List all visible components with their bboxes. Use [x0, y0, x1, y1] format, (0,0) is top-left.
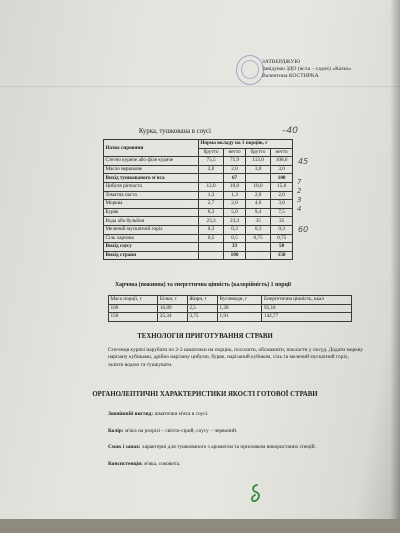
nutr-header: Жири, г	[187, 296, 217, 305]
amount-cell: 9,4	[245, 208, 270, 217]
amount-cell: 4,0	[245, 200, 270, 209]
taste-line: Смак і запах: характерні для тушкованого з ароматом та присмаком використаних спецій.	[108, 444, 317, 450]
page-shadow	[390, 0, 400, 533]
amount-cell: 67	[224, 174, 246, 183]
amount-cell: 100	[224, 251, 246, 260]
amount-cell: 7,5	[271, 208, 293, 217]
amount-cell: 0,3	[224, 225, 246, 234]
nutrition-title: Харчова (поживна) та енергетична цінність (калорійність) 1 порції	[114, 282, 292, 288]
amount-cell: 0,3	[271, 225, 293, 234]
amount-cell: 12,0	[198, 182, 223, 191]
nutrition-table	[108, 295, 352, 322]
ingredient-name: Стегно куряче або філе куряче	[104, 157, 199, 166]
ingredient-name: Томатна паста	[104, 191, 199, 200]
amount-cell: 23,3	[198, 217, 223, 226]
recipe-row	[104, 217, 293, 226]
recipe-row	[104, 182, 293, 191]
amount-cell: 2,7	[198, 200, 223, 209]
amount-cell	[245, 251, 270, 260]
amount-cell: 3,0	[271, 165, 293, 174]
ingredient-name: Сіль харчова	[104, 234, 199, 243]
amount-cell: 0,75	[271, 234, 293, 243]
recipe-row	[104, 251, 293, 260]
recipe-title: Курка, тушкована в соусі	[138, 128, 212, 135]
recipe-row	[104, 234, 293, 243]
recipe-table	[103, 139, 293, 260]
amount-cell: 75,5	[198, 157, 223, 166]
ingredient-name: Мелений мускатний горіх	[104, 225, 199, 234]
approval-line-2: Завідувач ЗДО (ясла – садок) «Казка»	[262, 66, 352, 72]
amount-cell: 50	[271, 243, 293, 252]
nutrition-cell: 16,89	[158, 304, 187, 313]
nutrition-cell: 1,28	[217, 304, 261, 313]
amount-cell: 18,0	[245, 182, 270, 191]
nutr-header: Білки, г	[158, 296, 187, 305]
amount-cell: 0,5	[224, 234, 246, 243]
recipe-row	[104, 208, 293, 217]
col-header-norm: Норма вкладу на 1 порцію, г	[198, 140, 292, 149]
amount-cell: 6,3	[198, 208, 223, 217]
nutr-header: Вуглеводи, г	[217, 296, 261, 305]
ingredient-name: Буряк	[104, 208, 199, 217]
amount-cell: 113,0	[245, 157, 270, 166]
color-line: Колір: м'яса на розрізі – світло-сірий, соусу – червоний.	[108, 428, 238, 434]
amount-cell: 2,0	[224, 200, 246, 209]
col-header-name: Назва сировини	[104, 140, 199, 157]
amount-cell	[245, 174, 270, 183]
recipe-row	[104, 191, 293, 200]
sub-header: нетто	[271, 148, 293, 157]
sub-header: брутто	[198, 148, 223, 157]
amount-cell: 0,5	[198, 234, 223, 243]
nutr-header: Маса порції, г	[109, 296, 158, 305]
recipe-row	[104, 200, 293, 209]
amount-cell: 0,75	[245, 234, 270, 243]
consistency-line: Консистенція: м'яка, соковита.	[108, 461, 181, 467]
approval-line-1: ЗАТВЕРДЖУЮ	[262, 59, 301, 65]
amount-cell: 71,9	[224, 157, 246, 166]
nutrition-cell: 3,75	[187, 313, 217, 322]
handwritten-side-marks: 7 2 3 4	[297, 178, 302, 213]
tech-title: ТЕХНОЛОГІЯ ПРИГОТУВАННЯ СТРАВИ	[137, 333, 273, 340]
amount-cell	[245, 243, 270, 252]
sub-header: брутто	[245, 148, 270, 157]
amount-cell: 15,0	[271, 182, 293, 191]
amount-cell: 23,3	[224, 217, 246, 226]
nutrition-row	[109, 313, 352, 322]
recipe-row	[104, 243, 293, 252]
amount-cell: 2,0	[271, 191, 293, 200]
amount-cell: 0,3	[198, 225, 223, 234]
table-surface	[0, 519, 400, 533]
green-check-mark	[249, 483, 263, 503]
amount-cell: 33	[224, 243, 246, 252]
nutrition-cell: 25,34	[158, 313, 187, 322]
recipe-row	[104, 165, 293, 174]
amount-cell: 0,3	[245, 225, 270, 234]
amount-cell	[198, 251, 223, 260]
handwritten-mark-top: –40	[282, 126, 298, 136]
amount-cell: 1,3	[224, 191, 246, 200]
sub-header: нетто	[224, 148, 246, 157]
amount-cell: 150	[271, 251, 293, 260]
recipe-row	[104, 157, 293, 166]
paper-fold	[0, 86, 400, 87]
tech-text: Стегенця курячі нарубати по 2-3 шматочки на порцію, посолити, обсмажити, покласти у посуд. Додати моркву нарізану кубиками, дрібно нарізану цибулю, буряк, нарізаний кубиком, сіль та мелений мускатний горіх, залити водою та тушкувати.	[108, 347, 363, 368]
ingredient-name: Цибуля ріпчаста	[104, 182, 199, 191]
amount-cell: 1,3	[198, 191, 223, 200]
ingredient-name: Вода або бульйон	[104, 217, 199, 226]
amount-cell: 3,0	[271, 200, 293, 209]
nutrition-row	[109, 304, 352, 313]
approval-block	[262, 59, 387, 80]
nutrition-cell: 2,5	[187, 304, 217, 313]
recipe-row	[104, 225, 293, 234]
amount-cell: 2,0	[198, 165, 223, 174]
nutrition-cell: 1,91	[217, 313, 261, 322]
nutrition-cell: 142,77	[262, 313, 352, 322]
amount-cell: 2,0	[224, 165, 246, 174]
amount-cell: 2,0	[245, 191, 270, 200]
amount-cell: 10,0	[224, 182, 246, 191]
amount-cell	[198, 174, 223, 183]
ingredient-name: Вихід соусу	[104, 243, 199, 252]
ingredient-name: Вихід тушкованого м'яса	[104, 174, 199, 183]
organoleptic-title: ОРГАНОЛЕПТИЧНІ ХАРАКТЕРИСТИКИ ЯКОСТІ ГОТОВОЇ СТРАВИ	[92, 391, 318, 398]
recipe-row	[104, 174, 293, 183]
ingredient-name: Масло вершкове	[104, 165, 199, 174]
amount-cell: 3,0	[245, 165, 270, 174]
amount-cell: 100	[271, 174, 293, 183]
look-line: Зовнішній вигляд: шматочки м'яса в соусі.	[108, 411, 209, 417]
nutr-header: Енергетична цінність, ккал	[262, 296, 352, 305]
amount-cell: 108,0	[271, 157, 293, 166]
ingredient-name: Морква	[104, 200, 199, 209]
ingredient-name: Вихід страви	[104, 251, 199, 260]
approval-line-3: Валентина КОСТИРКА	[262, 73, 319, 79]
nutrition-cell: 95,18	[262, 304, 352, 313]
amount-cell: 5,0	[224, 208, 246, 217]
amount-cell	[198, 243, 223, 252]
handwritten-mark-60: 60	[298, 225, 309, 234]
handwritten-mark-45: 45	[298, 157, 309, 166]
amount-cell: 35	[245, 217, 270, 226]
nutrition-cell: 150	[109, 313, 158, 322]
nutrition-cell: 100	[109, 304, 158, 313]
round-stamp	[236, 55, 264, 85]
amount-cell: 35	[271, 217, 293, 226]
